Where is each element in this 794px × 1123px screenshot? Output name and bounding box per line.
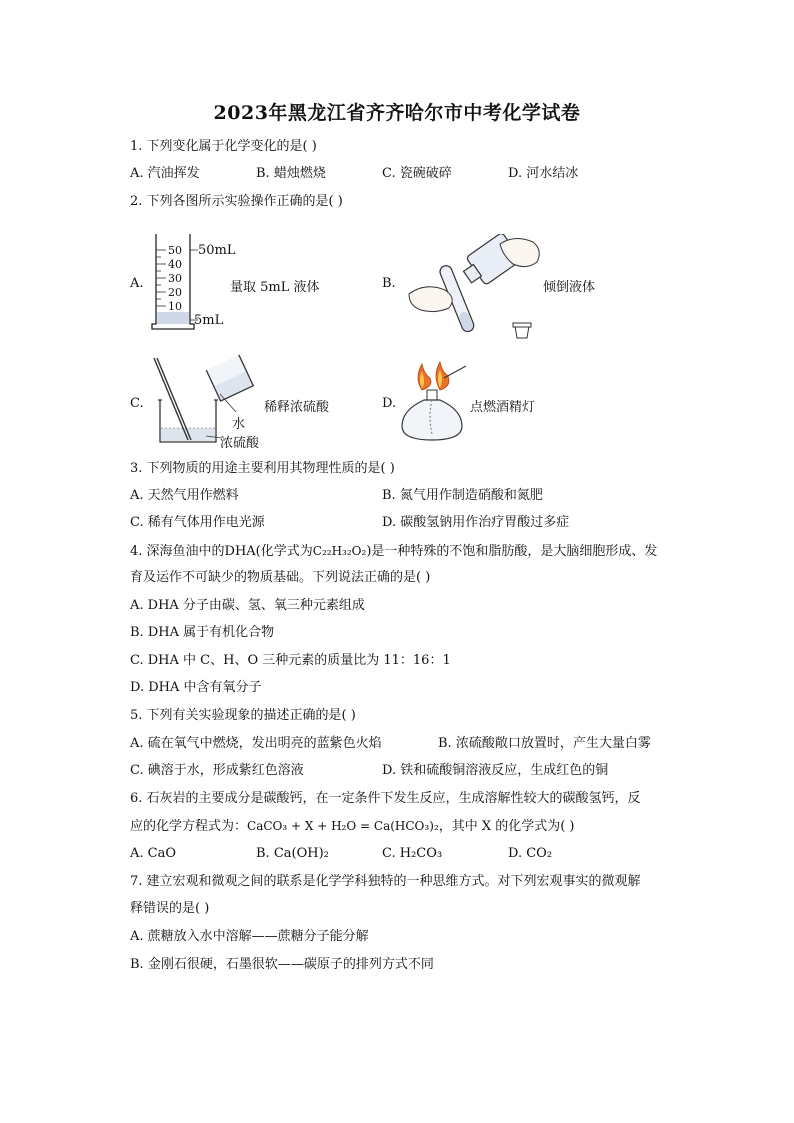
q3-option-d: D. 碳酸氢钠用作治疗胃酸过多症 [382,515,570,530]
question-3-stem: 3. 下列物质的用途主要利用其物理性质的是( ) [130,461,395,476]
q1-option-b: B. 蜡烛燃烧 [256,166,326,181]
question-4-stem-line2: 育及运作不可缺少的物质基础。下列说法正确的是( ) [130,570,431,585]
q5-option-b: B. 浓硫酸敞口放置时，产生大量白雾 [438,736,651,751]
q2-option-d-letter: D. [382,396,397,411]
q6-option-d: D. CO₂ [508,846,553,861]
q7-option-a: A. 蔗糖放入水中溶解——蔗糖分子能分解 [130,929,369,944]
question-6-stem-line1: 6. 石灰岩的主要成分是碳酸钙，在一定条件下发生反应，生成溶解性较大的碳酸氢钙，反 [130,791,641,806]
reaction-equation: CaCO₃ + X + H₂O = Ca(HCO₃)₂ [247,819,439,833]
q6-stem-pre: 应的化学方程式为： [130,819,248,834]
q3-option-c: C. 稀有气体用作电光源 [130,515,265,530]
cylinder-tick-30: 30 [168,272,182,285]
q1-option-d: D. 河水结冰 [508,166,579,181]
dha-formula: C₂₂H₃₂O₂ [312,544,367,558]
q4-option-d: D. DHA 中含有氧分子 [130,680,262,695]
question-2-stem: 2. 下列各图所示实验操作正确的是( ) [130,194,343,209]
q6-option-c: C. H₂CO₃ [382,846,443,861]
q3-option-b: B. 氮气用作制造硝酸和氮肥 [382,488,543,503]
q3-option-a: A. 天然气用作燃料 [130,488,239,503]
q2-option-b-letter: B. [382,276,396,291]
q5-option-d: D. 铁和硫酸铜溶液反应，生成红色的铜 [382,763,609,778]
q2-option-c-letter: C. [130,396,144,411]
q5-option-a: A. 硫在氧气中燃烧，发出明亮的蓝紫色火焰 [130,736,382,751]
question-6-stem-line2 [130,817,575,836]
concentrated-acid-label: 浓硫酸 [220,436,260,451]
cylinder-mark-50ml: 50mL [198,243,236,258]
question-1-stem: 1. 下列变化属于化学变化的是( ) [130,139,317,154]
q4-option-a: A. DHA 分子由碳、氢、氧三种元素组成 [130,598,365,613]
q6-stem-post: ，其中 X 的化学式为( ) [438,819,575,834]
question-4-stem-line1 [130,542,657,561]
question-7-stem-line2: 释错误的是( ) [130,901,210,916]
water-label: 水 [232,417,246,432]
q1-option-a: A. 汽油挥发 [130,166,200,181]
q1-option-c: C. 瓷碗破碎 [382,166,452,181]
q4-stem-pre: 4. 深海鱼油中的DHA(化学式为 [130,544,313,559]
q2-option-c-caption: 稀释浓硫酸 [264,400,330,415]
q2-option-b-caption: 倾倒液体 [543,280,596,295]
cylinder-tick-20: 20 [168,286,182,299]
q6-option-a: A. CaO [130,846,177,861]
cylinder-tick-40: 40 [168,258,182,271]
q4-option-c: C. DHA 中 C、H、O 三种元素的质量比为 11：16：1 [130,653,451,668]
cylinder-tick-50: 50 [168,244,182,257]
page-title: 2023年黑龙江省齐齐哈尔市中考化学试卷 [213,102,581,124]
cylinder-mark-5ml: 5mL [194,313,224,328]
q7-option-b: B. 金刚石很硬，石墨很软——碳原子的排列方式不同 [130,957,434,972]
q5-option-c: C. 碘溶于水，形成紫红色溶液 [130,763,304,778]
q4-stem-post: )是一种特殊的不饱和脂肪酸，是大脑细胞形成、发 [366,544,658,559]
question-7-stem-line1: 7. 建立宏观和微观之间的联系是化学学科独特的一种思维方式。对下列宏观事实的微观解 [130,874,641,889]
pouring-liquid-figure [405,234,545,346]
question-5-stem: 5. 下列有关实验现象的描述正确的是( ) [130,708,356,723]
q4-option-b: B. DHA 属于有机化合物 [130,625,275,640]
q2-option-a-caption: 量取 5mL 液体 [230,280,320,295]
q2-option-d-caption: 点燃酒精灯 [470,400,536,415]
alcohol-lamp-figure [400,356,470,446]
q6-option-b: B. Ca(OH)₂ [256,846,329,861]
cylinder-tick-10: 10 [168,300,182,313]
q2-option-a-letter: A. [130,276,144,291]
